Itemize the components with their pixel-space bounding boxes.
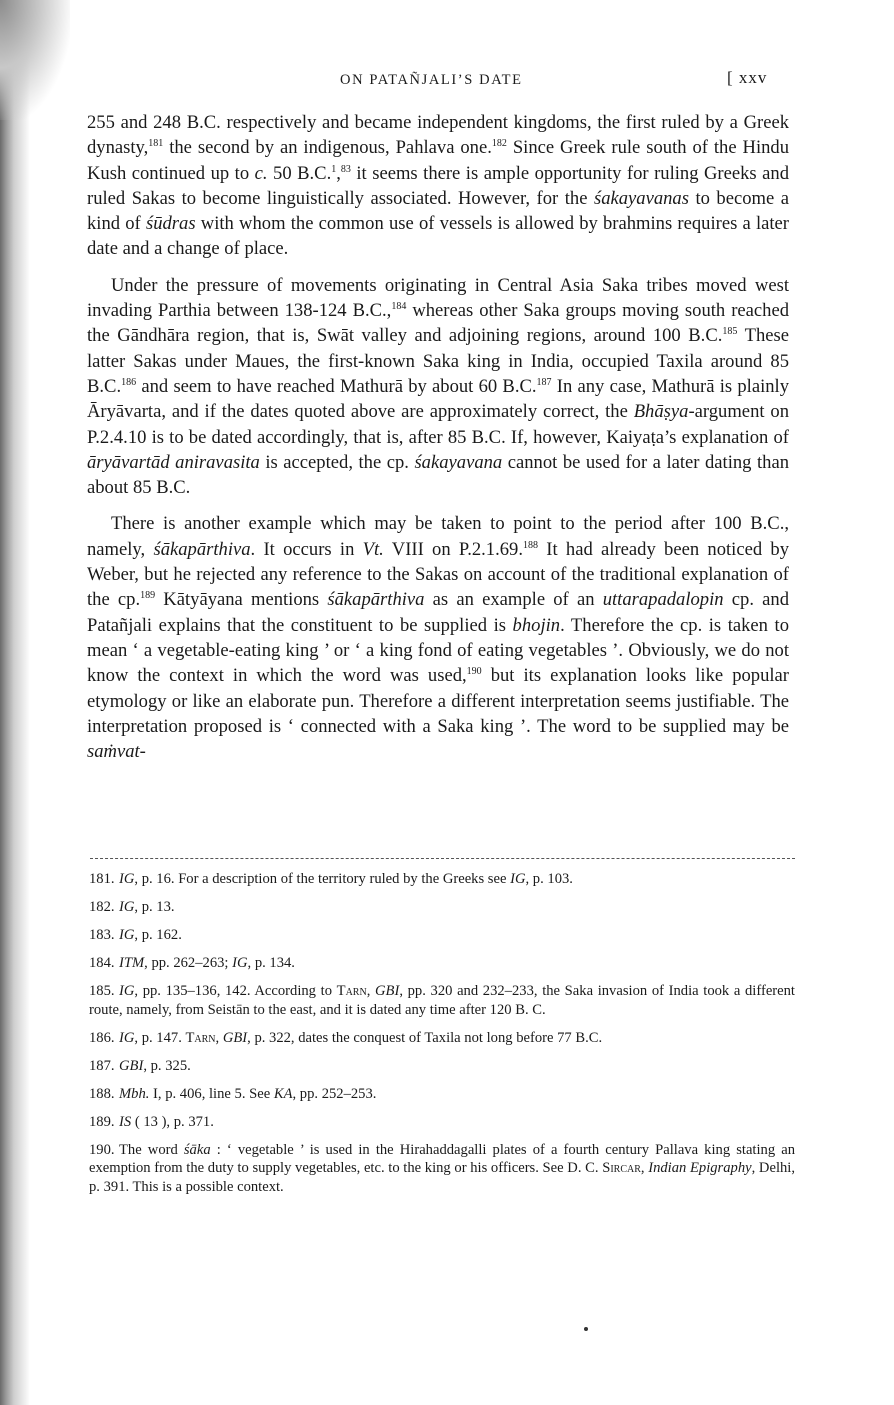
footnote-number: 188.	[89, 1085, 115, 1102]
footnote-text: The word śāka : ‘ vegetable ’ is used in the Hirahaddagalli plates of a fourth century Pallava king stating an exemption from the duty to supply vegetables, etc. to the king or his officers. See D. C. Sircar, Indian Epigraphy, Delhi, p. 391. This is a possible context.	[89, 1141, 795, 1195]
footnote-text: ITM, pp. 262–263; IG, p. 134.	[119, 955, 295, 971]
footnote	[89, 1057, 795, 1076]
footnote-number: 182.	[89, 899, 115, 915]
footnote	[89, 898, 795, 917]
footnote	[89, 870, 795, 889]
paragraph: There is another example which may be taken to point to the period after 100 B.C., namely, śākapārthiva. It occurs in Vt. VIII on P.2.1.69.$^{188}$ It had already been noticed by Weber, but he rejected any reference to the Sakas on account of the traditional explanation of the cp.$^{189}$ Kātyāyana mentions śākapārthiva as an example of an uttarapadalopin cp. and Patañjali explains that the constituent to be supplied is bhojin. Therefore the cp. is taken to mean ‘ a vegetable-eating king ’ or ‘ a king fond of eating vegetables ’. Obviously, we do not know the context in which the word was used,$^{190}$ but its explanation looks like popular etymology or like an elaborate pun. Therefore a different interpretation seems justifiable. The interpretation proposed is ‘ connected with a Saka king ’. The word to be supplied may be saṁvat-	[87, 513, 790, 763]
footnote-number: 187.	[89, 1057, 115, 1074]
footnote-text: GBI, p. 325.	[119, 1057, 191, 1074]
footnote-number: 190.	[89, 1141, 115, 1158]
body-text	[87, 110, 789, 775]
footnote	[89, 982, 795, 1019]
footnote	[89, 1029, 795, 1048]
footnote-text: Mbh. I, p. 406, line 5. See KA, pp. 252–253.	[119, 1085, 377, 1102]
footnote-number: 181.	[89, 871, 115, 887]
paragraph: Under the pressure of movements originating in Central Asia Saka tribes moved west invading Parthia between 138-124 B.C.,$^{184}$ whereas other Saka groups moving south reached the Gāndhāra region, that is, Swāt valley and adjoining regions, around 100 B.C.$^{185}$ These latter Sakas under Maues, the first-known Saka king in India, occupied Taxila around 85 B.C.$^{186}$ and seem to have reached Mathurā by about 60 B.C.$^{187}$ In any case, Mathurā is plainly Āryāvarta, and if the dates quoted above are approximately correct, the Bhāṣya-argument on P.2.4.10 is to be dated accordingly, that is, after 85 B.C. If, however, Kaiyaṭa’s explanation of āryāvartād aniravasita is accepted, the cp. śakayavana cannot be used for a later dating than about 85 B.C.	[87, 274, 789, 499]
footnote-number: 189.	[89, 1113, 115, 1130]
footnote-text: IG, pp. 135–136, 142. According to Tarn, GBI, pp. 320 and 232–233, the Saka invasion of India took a different route, namely, from Seistān to the east, and it is dated any time after 120 B. C.	[89, 983, 795, 1018]
footnote	[89, 1113, 795, 1132]
page-number: [ xxv	[727, 68, 768, 87]
paragraph: 255 and 248 B.C. respectively and became independent kingdoms, the first ruled by a Greek dynasty,$^{181}$ the second by an indigenous, Pahlava one.$^{182}$ Since Greek rule south of the Hindu Kush continued up to c. 50 B.C.$^1$,$^{83}$ it seems there is ample opportunity for ruling Greeks and ruled Sakas to become linguistically associated. However, for the śakayavanas to become a kind of śūdras with whom the common use of vessels is allowed by brahmins requires a later date and a change of place.	[87, 112, 790, 260]
footnote	[89, 1085, 795, 1104]
print-speck	[584, 1327, 588, 1331]
page-corner-shadow	[0, 0, 70, 120]
footnote-number: 184.	[89, 955, 115, 971]
footnote-text: IG, p. 147. Tarn, GBI, p. 322, dates the conquest of Taxila not long before 77 B.C.	[119, 1029, 603, 1046]
footnote-number: 185.	[89, 983, 115, 999]
footnote	[89, 926, 795, 945]
book-spine-shadow	[0, 0, 30, 1405]
footnote-text: IG, p. 16. For a description of the territory ruled by the Greeks see IG, p. 103.	[119, 871, 573, 887]
page-header	[0, 70, 894, 96]
running-title: ON PATAÑJALI’S DATE	[340, 72, 523, 88]
footnote-text: IG, p. 162.	[119, 927, 182, 943]
footnote-number: 183.	[89, 927, 115, 943]
footnote-text: IS ( 13 ), p. 371.	[119, 1113, 214, 1130]
footnote	[89, 954, 795, 973]
footnote-text: IG, p. 13.	[119, 899, 175, 915]
footnote-number: 186.	[89, 1029, 115, 1046]
footnote-separator	[90, 858, 795, 859]
footnote	[89, 1141, 795, 1197]
footnotes	[89, 870, 795, 1206]
